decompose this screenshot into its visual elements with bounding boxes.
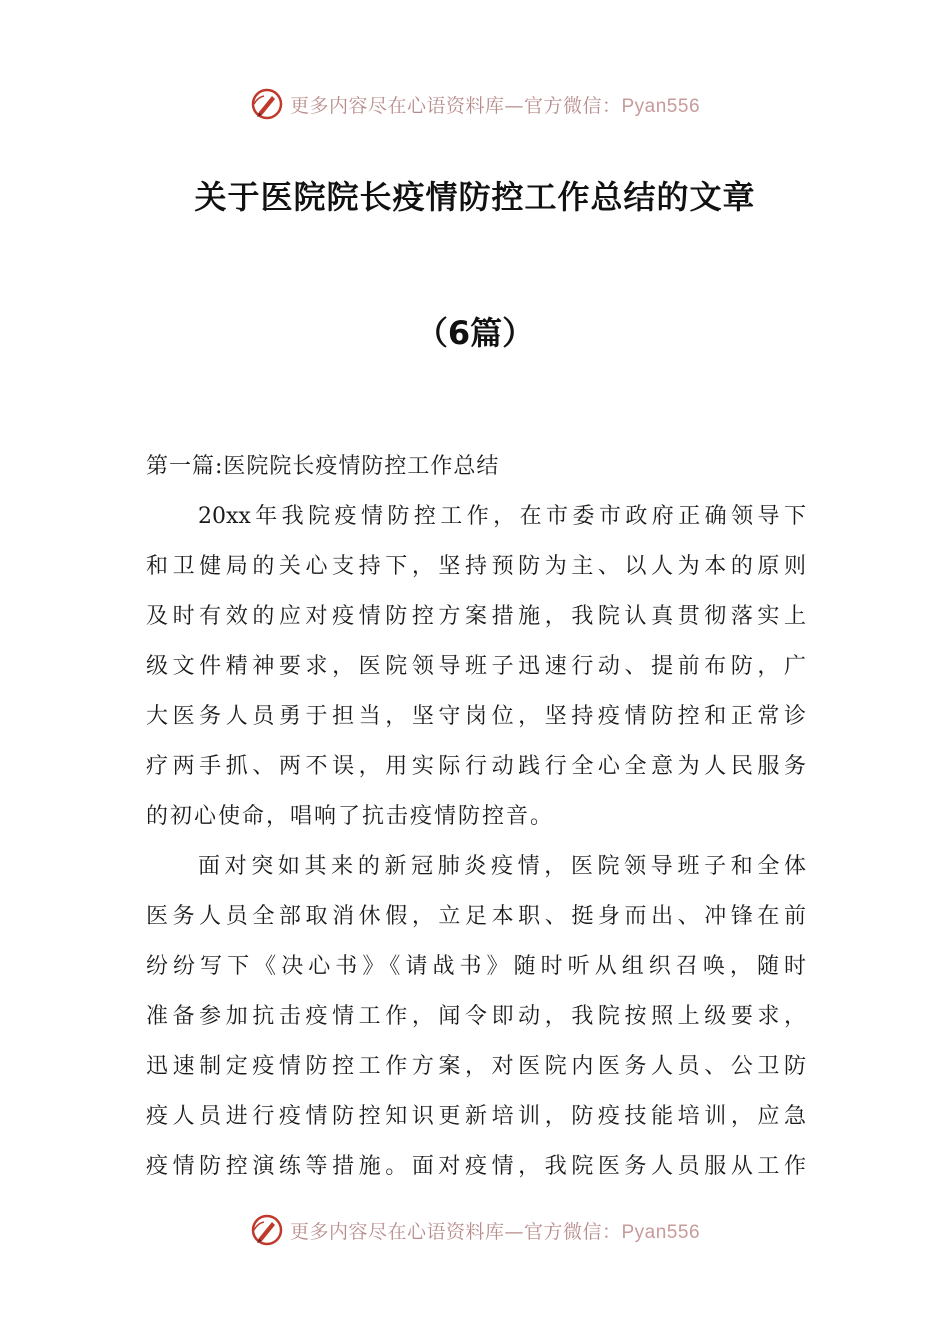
text-line: 和卫健局的关心支持下，坚持预防为主、以人为本的原则 bbox=[146, 554, 806, 579]
text-line: 及时有效的应对疫情防控方案措施，我院认真贯彻落实上 bbox=[146, 604, 806, 629]
text-line: 迅速制定疫情防控工作方案，对医院内医务人员、公卫防 bbox=[146, 1054, 806, 1079]
text-line: 疗两手抓、两不误，用实际行动践行全心全意为人民服务 bbox=[146, 754, 806, 779]
text-line: 疫情防控演练等措施。面对疫情，我院医务人员服从工作 bbox=[146, 1154, 806, 1179]
document-title: 关于医院院长疫情防控工作总结的文章 bbox=[194, 178, 756, 216]
section-heading: 第一篇:医院院长疫情防控工作总结 bbox=[146, 454, 500, 479]
text-line: 医务人员全部取消休假，立足本职、挺身而出、冲锋在前 bbox=[146, 904, 806, 929]
text-line: 大医务人员勇于担当，坚守岗位，坚持疫情防控和正常诊 bbox=[146, 704, 806, 729]
header-watermark bbox=[0, 84, 950, 124]
watermark-text: 更多内容尽在心语资料库—官方微信：Pyan556 bbox=[289, 1220, 701, 1243]
paragraph-2 bbox=[146, 842, 806, 1192]
wechat-id: Pyan556 bbox=[621, 95, 701, 117]
text-line: 面对突如其来的新冠肺炎疫情，医院领导班子和全体 bbox=[198, 854, 806, 879]
paragraph-1 bbox=[146, 492, 806, 842]
document-body bbox=[146, 442, 806, 1192]
text-line: 20xx年我院疫情防控工作，在市委市政府正确领导下 bbox=[198, 504, 806, 529]
text-line: 纷纷写下《决心书》《请战书》随时听从组织召唤，随时 bbox=[146, 954, 806, 979]
text-line: 疫人员进行疫情防控知识更新培训，防疫技能培训，应急 bbox=[146, 1104, 806, 1129]
watermark-text: 更多内容尽在心语资料库—官方微信：Pyan556 bbox=[289, 94, 701, 117]
wechat-id: Pyan556 bbox=[621, 1221, 701, 1243]
pen-logo-icon bbox=[250, 87, 284, 121]
footer-watermark bbox=[0, 1210, 950, 1250]
text-line: 的初心使命，唱响了抗击疫情防控音。 bbox=[146, 804, 555, 829]
text-line: 级文件精神要求，医院领导班子迅速行动、提前布防，广 bbox=[146, 654, 806, 679]
text-line: 准备参加抗击疫情工作，闻令即动，我院按照上级要求， bbox=[146, 1004, 806, 1029]
pen-logo-icon bbox=[250, 1213, 284, 1247]
document-subtitle: （6篇） bbox=[415, 314, 535, 352]
